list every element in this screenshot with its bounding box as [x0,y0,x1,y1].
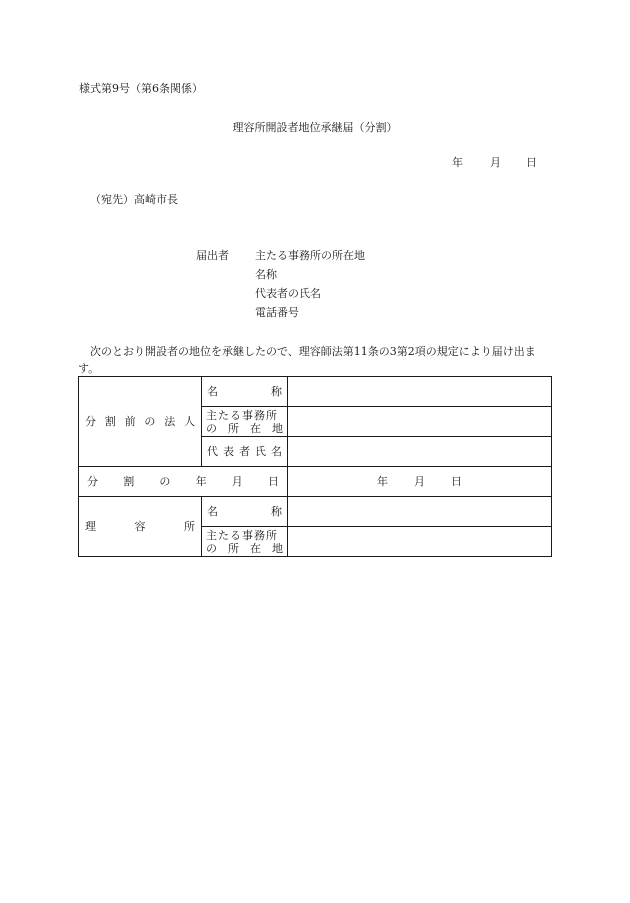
split-date-field[interactable] [288,467,552,497]
statement-text: 次のとおり開設者の地位を承継したので、理容師法第11条の3第2項の規定により届け出ます。 [78,345,536,375]
shop-name-field[interactable] [288,497,552,527]
document-title: 理容所開設者地位承継届（分割） [232,121,398,134]
form-number: 様式第9号（第6条関係） [79,82,203,95]
table-row [79,377,552,407]
pre-split-representative-label: 代 表 者 氏 名 [202,437,288,467]
pre-split-name-field[interactable] [288,377,552,407]
split-date-month: 月 [414,475,425,488]
pre-split-office-address-field[interactable] [288,407,552,437]
submission-date [452,156,537,170]
pre-split-representative-field[interactable] [288,437,552,467]
split-date-year: 年 [377,475,388,488]
filer-phone-label: 電話番号 [255,306,299,319]
table-row [79,497,552,527]
table-row [79,467,552,497]
barbershop-label: 理 容 所 [79,497,202,557]
filer-representative-label: 代表者の氏名 [255,287,321,300]
filer-name-label: 名称 [255,268,277,281]
date-day: 日 [526,156,537,169]
addressee: （宛先）高崎市長 [90,193,178,206]
date-year: 年 [452,156,463,169]
filer-label: 届出者 [196,249,229,262]
split-date-label: 分 割 の 年 月 日 [79,467,288,497]
shop-office-address-field[interactable] [288,527,552,557]
date-month: 月 [490,156,501,169]
filer-office-address-label: 主たる事務所の所在地 [255,249,365,262]
shop-name-label: 名 称 [202,497,288,527]
pre-split-corporation-label: 分 割 前 の 法 人 [79,377,202,467]
shop-office-address-label: 主たる事務所 の 所 在 地 [202,527,288,557]
split-date-day: 日 [451,475,462,488]
pre-split-office-address-label: 主たる事務所 の 所 在 地 [202,407,288,437]
succession-form-table [78,376,552,557]
pre-split-name-label: 名 称 [202,377,288,407]
